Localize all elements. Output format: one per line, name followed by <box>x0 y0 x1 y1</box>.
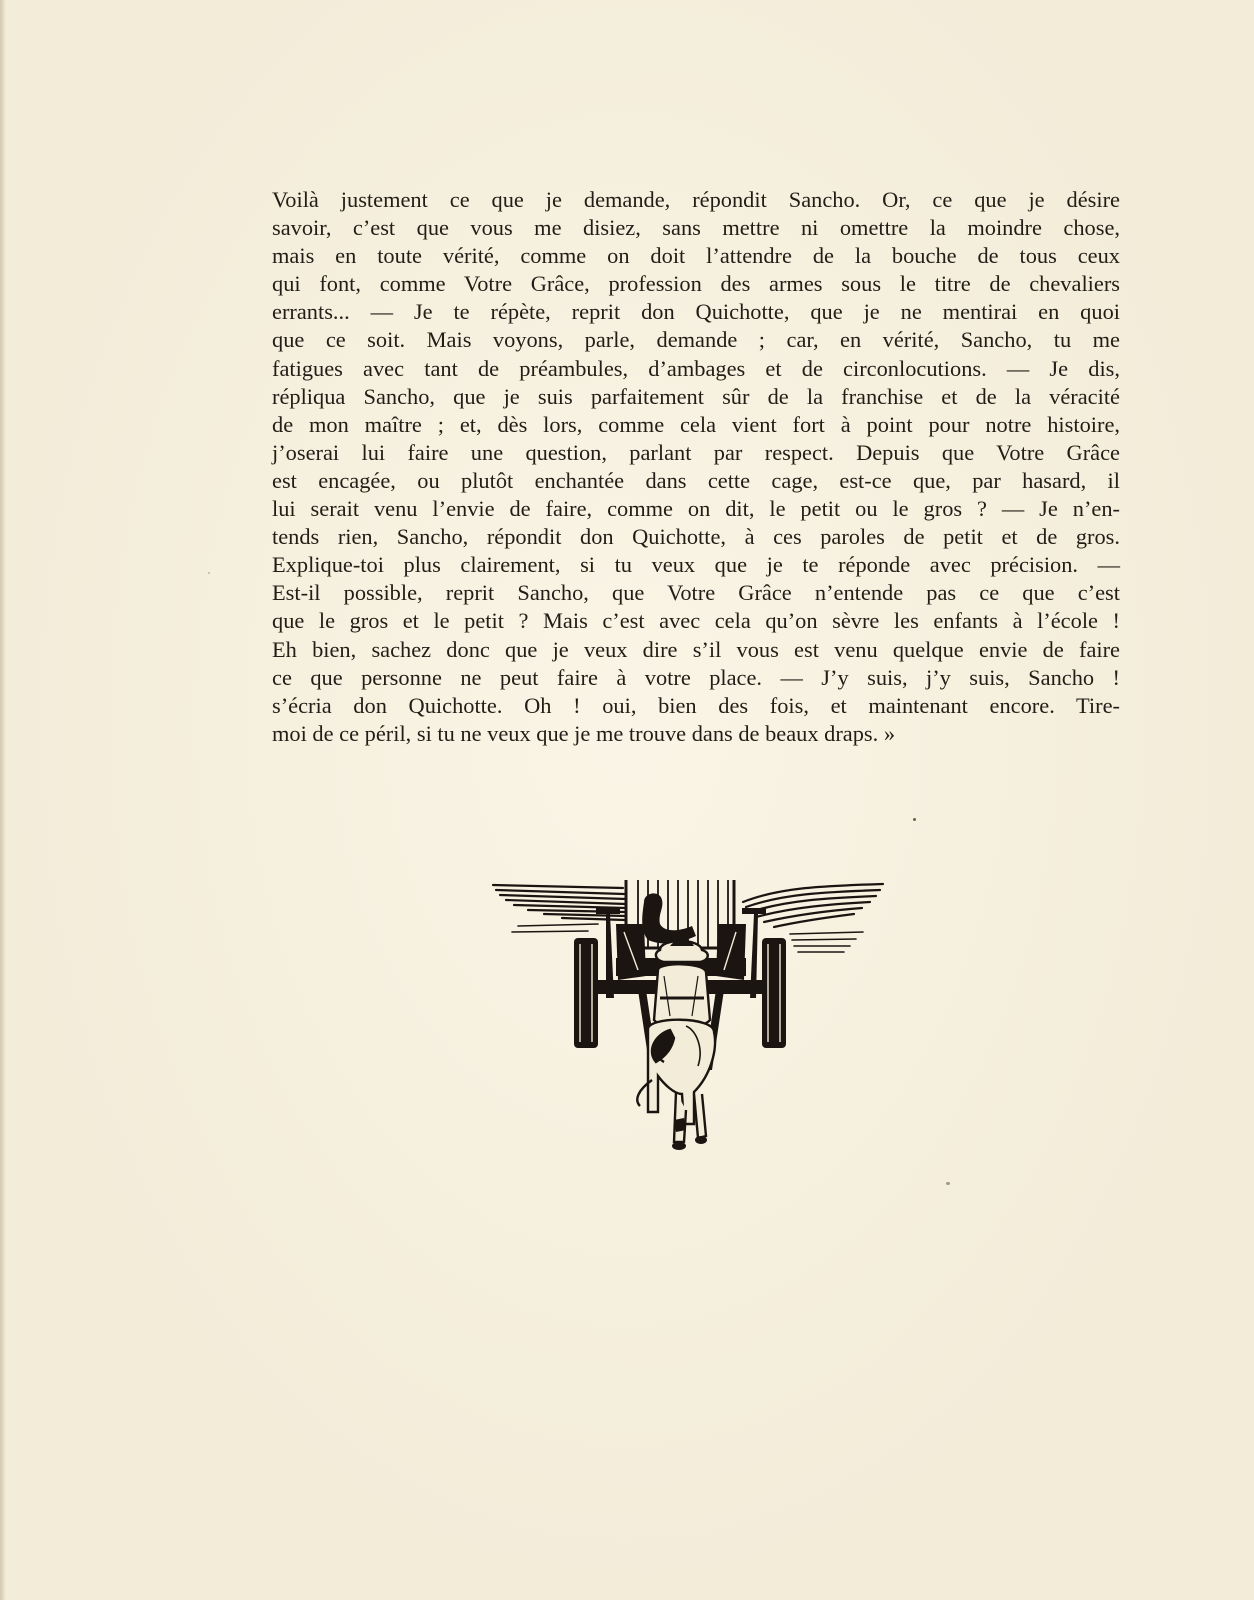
page-edge-shadow <box>0 0 6 1600</box>
text-line: tends rien, Sancho, répondit don Quichotte, à ces paroles de petit et de gros. <box>272 524 1120 550</box>
text-line: mais en toute vérité, comme on doit l’attendre de la bouche de tous ceux <box>272 243 1120 269</box>
text-line: savoir, c’est que vous me disiez, sans mettre ni omettre la moindre chose, <box>272 215 1120 241</box>
text-line: s’écria don Quichotte. Oh ! oui, bien des fois, et maintenant encore. Tire- <box>272 692 1120 718</box>
text-line: ce que personne ne peut faire à votre place. — J’y suis, j’y suis, Sancho ! <box>272 664 1120 690</box>
paper-speck <box>913 818 916 821</box>
text-line: lui serait venu l’envie de faire, comme on dit, le petit ou le gros ? — Je n’en- <box>272 496 1120 522</box>
text-line: de mon maître ; et, dès lors, comme cela vient fort à point pour notre histoire, <box>272 411 1120 437</box>
text-line: j’oserai lui faire une question, parlant par respect. Depuis que Votre Grâce <box>272 439 1120 465</box>
text-line: fatigues avec tant de préambules, d’ambages et de circonlocutions. — Je dis, <box>272 355 1120 381</box>
paper-speck <box>208 572 210 574</box>
text-line: qui font, comme Votre Grâce, profession des armes sous le titre de chevaliers <box>272 271 1120 297</box>
text-line: répliqua Sancho, que je suis parfaitement sûr de la franchise et de la véracité <box>272 383 1120 409</box>
text-line: que ce soit. Mais voyons, parle, demande ; car, en vérité, Sancho, tu me <box>272 327 1120 353</box>
text-line: Voilà justement ce que je demande, répondit Sancho. Or, ce que je désire <box>272 187 1120 212</box>
woodcut-cart-cage-donkey-icon <box>488 880 888 1170</box>
text-line: Est-il possible, reprit Sancho, que Votre Grâce n’entende pas ce que c’est <box>272 580 1120 606</box>
body-text <box>272 186 1120 748</box>
text-line: est encagée, ou plutôt enchantée dans cette cage, est-ce que, par hasard, il <box>272 467 1120 493</box>
text-line: Explique-toi plus clairement, si tu veux que je te réponde avec précision. — <box>272 552 1120 578</box>
text-line: moi de ce péril, si tu ne veux que je me trouve dans de beaux draps. » <box>272 720 896 746</box>
paper-speck <box>946 1182 950 1185</box>
text-line: Eh bien, sachez donc que je veux dire s’il vous est venu quelque envie de faire <box>272 636 1120 662</box>
text-line: que le gros et le petit ? Mais c’est avec cela qu’on sèvre les enfants à l’école ! <box>272 608 1120 634</box>
text-line: errants... — Je te répète, reprit don Quichotte, que je ne mentirai en quoi <box>272 299 1120 325</box>
